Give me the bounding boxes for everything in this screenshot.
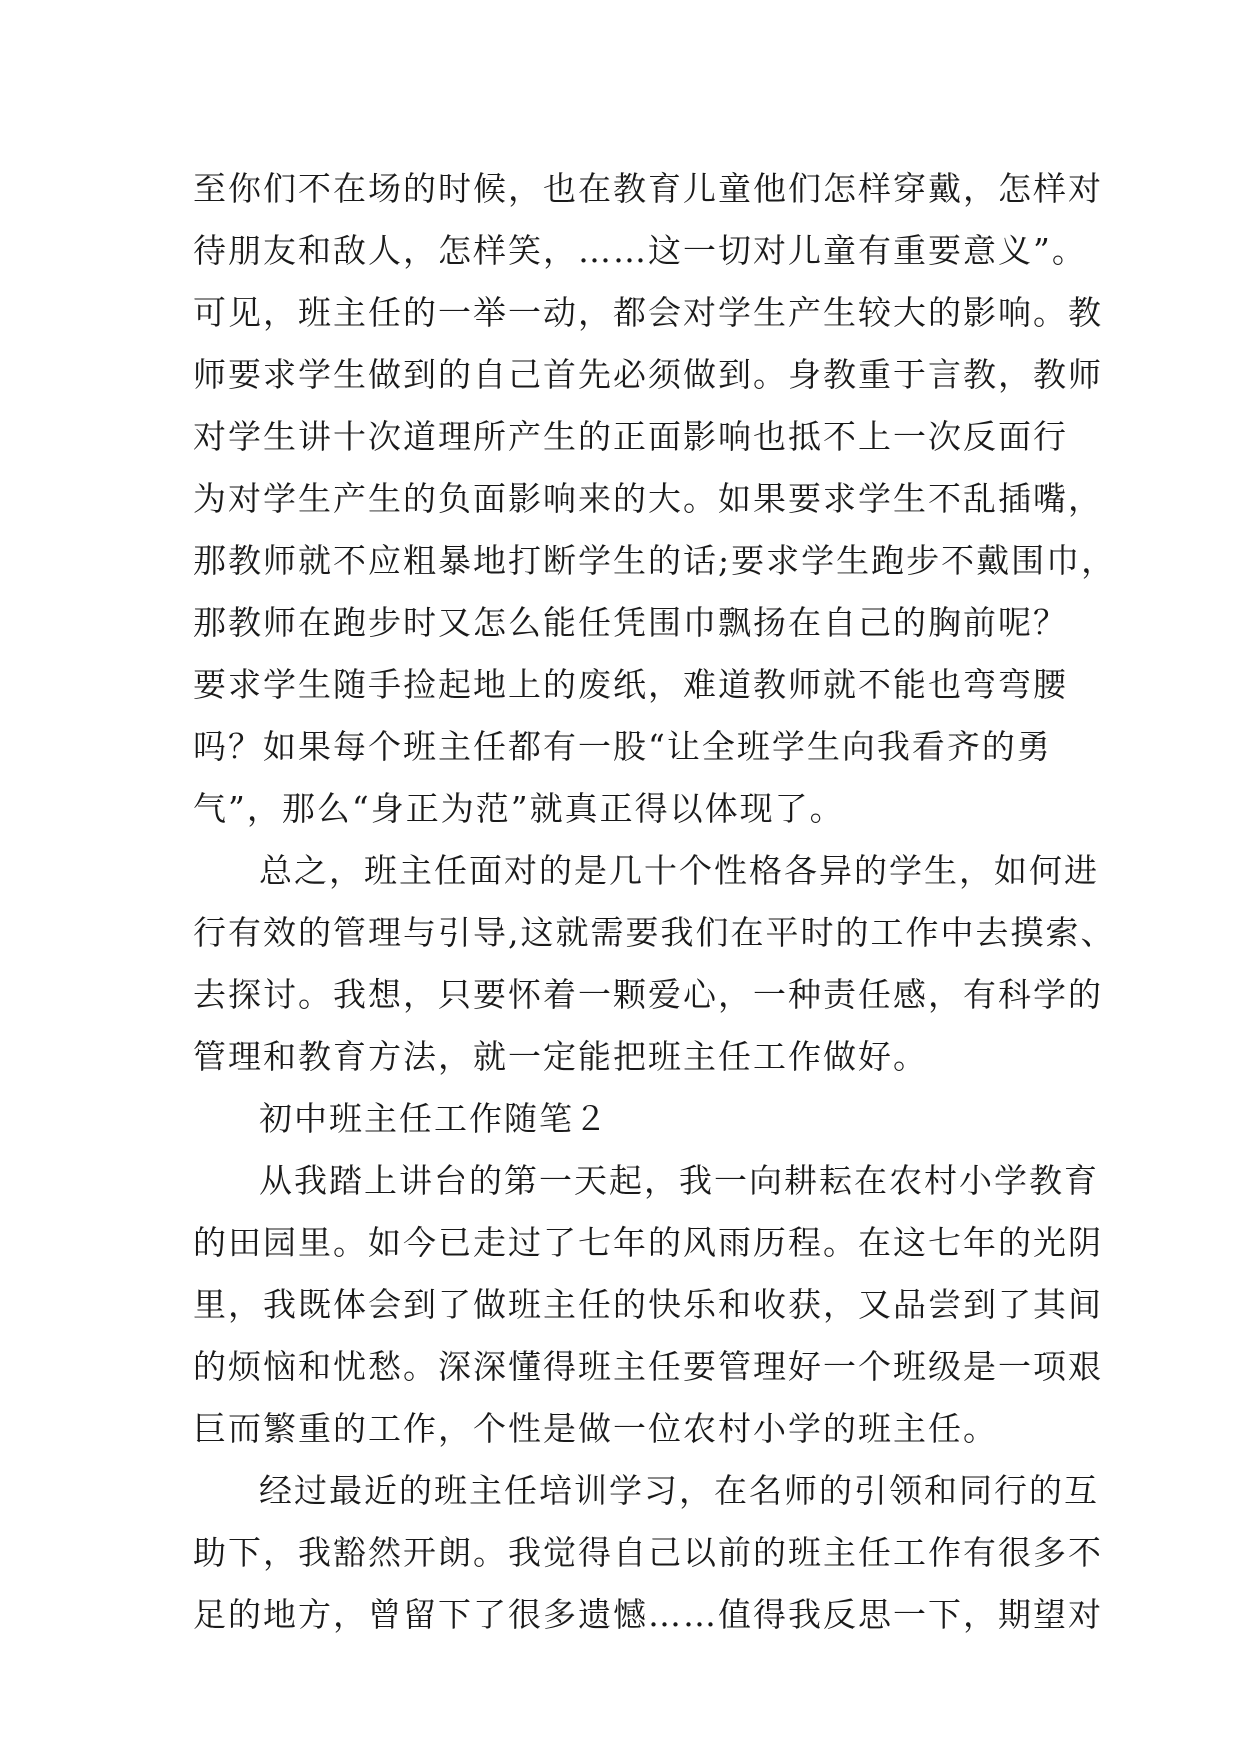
text-line: 从我踏上讲台的第一天起，我一向耕耘在农村小学教育 [259, 1161, 1099, 1200]
paragraph [193, 158, 1117, 840]
text-line: 的田园里。如今已走过了七年的风雨历程。在这七年的光阴 [193, 1223, 1103, 1262]
text-line: 对学生讲十次道理所产生的正面影响也抵不上一次反面行 [193, 417, 1068, 456]
text-line: 去探讨。我想，只要怀着一颗爱心，一种责任感，有科学的 [193, 975, 1103, 1014]
text-line: 里，我既体会到了做班主任的快乐和收获，又品尝到了其间 [193, 1285, 1103, 1324]
paragraph [193, 840, 1116, 1088]
document-body [193, 158, 1117, 1646]
text-line: 那教师在跑步时又怎么能任凭围巾飘扬在自己的胸前呢？ [193, 603, 1068, 642]
text-line: 那教师就不应粗暴地打断学生的话;要求学生跑步不戴围巾， [193, 541, 1117, 580]
text-line: 行有效的管理与引导,这就需要我们在平时的工作中去摸索、 [193, 913, 1116, 952]
section-heading [193, 1088, 1073, 1150]
paragraph [193, 1460, 1103, 1646]
text-line: 总之，班主任面对的是几十个性格各异的学生，如何进 [259, 851, 1099, 890]
text-line: 巨而繁重的工作，个性是做一位农村小学的班主任。 [193, 1409, 998, 1448]
text-line: 可见，班主任的一举一动，都会对学生产生较大的影响。教 [193, 293, 1103, 332]
text-line: 的烦恼和忧愁。深深懂得班主任要管理好一个班级是一项艰 [193, 1347, 1103, 1386]
text-line: 足的地方，曾留下了很多遗憾……值得我反思一下，期望对 [193, 1595, 1103, 1634]
text-line: 师要求学生做到的自己首先必须做到。身教重于言教，教师 [193, 355, 1103, 394]
text-line: 吗？如果每个班主任都有一股“让全班学生向我看齐的勇 [193, 727, 1052, 766]
text-line: 经过最近的班主任培训学习，在名师的引领和同行的互 [259, 1471, 1099, 1510]
text-line: 为对学生产生的负面影响来的大。如果要求学生不乱插嘴， [193, 479, 1103, 518]
text-line: 至你们不在场的时候，也在教育儿童他们怎样穿戴，怎样对 [193, 169, 1103, 208]
text-line: 待朋友和敌人，怎样笑，……这一切对儿童有重要意义”。 [193, 231, 1087, 270]
text-line: 要求学生随手捡起地上的废纸，难道教师就不能也弯弯腰 [193, 665, 1068, 704]
paragraph [193, 1150, 1103, 1460]
text-line: 管理和教育方法，就一定能把班主任工作做好。 [193, 1037, 928, 1076]
text-line: 助下，我豁然开朗。我觉得自己以前的班主任工作有很多不 [193, 1533, 1103, 1572]
text-line: 气”，那么“身正为范”就真正得以体现了。 [193, 789, 845, 828]
heading-line: 初中班主任工作随笔２ [259, 1099, 609, 1138]
